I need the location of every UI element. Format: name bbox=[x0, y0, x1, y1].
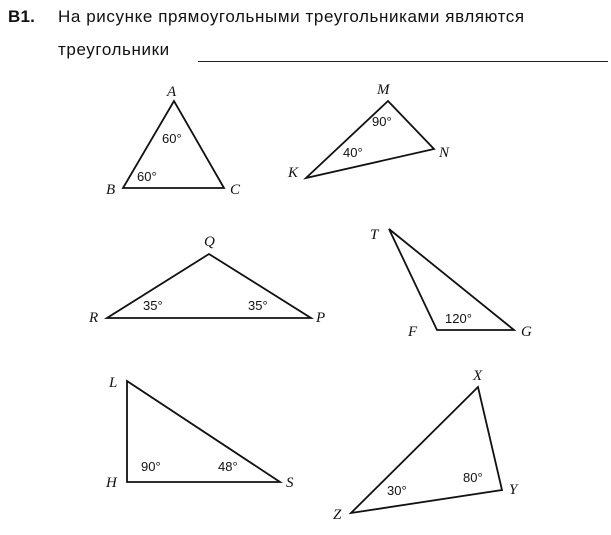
triangle-xzy bbox=[333, 368, 519, 523]
triangle-mnk bbox=[287, 82, 450, 181]
vertex-label-m: M bbox=[377, 82, 390, 98]
angle-label-s: 48° bbox=[218, 459, 238, 474]
vertex-label-s: S bbox=[286, 475, 294, 491]
vertex-label-c: C bbox=[230, 182, 241, 198]
angle-label-h: 90° bbox=[141, 459, 161, 474]
angle-label-f: 120° bbox=[445, 311, 472, 326]
triangle-abc bbox=[106, 84, 241, 198]
angle-label-y: 80° bbox=[463, 470, 483, 485]
triangle-tfg bbox=[370, 227, 532, 340]
task-question-line2: треугольники bbox=[58, 40, 170, 59]
vertex-label-g: G bbox=[521, 324, 532, 340]
triangle-xzy-shape bbox=[351, 387, 502, 513]
task-number: B1. bbox=[8, 7, 36, 26]
vertex-label-q: Q bbox=[204, 234, 215, 250]
task-question-line1: На рисунке прямоугольными треугольниками являются bbox=[58, 7, 525, 26]
vertex-label-a: A bbox=[167, 84, 177, 100]
vertex-label-k: K bbox=[288, 165, 299, 181]
vertex-label-h: H bbox=[106, 475, 117, 491]
vertex-label-y: Y bbox=[509, 482, 518, 498]
vertex-label-t: T bbox=[370, 227, 379, 243]
vertex-label-l: L bbox=[109, 375, 118, 391]
angle-label-b: 60° bbox=[137, 169, 157, 184]
triangle-mnk-shape bbox=[306, 101, 434, 178]
angle-label-r: 35° bbox=[143, 298, 163, 313]
vertex-label-x: X bbox=[473, 368, 483, 384]
angle-label-z: 30° bbox=[387, 483, 407, 498]
angle-label-k: 40° bbox=[343, 145, 363, 160]
triangle-qrp-shape bbox=[107, 254, 311, 318]
vertex-label-r: R bbox=[89, 310, 99, 326]
angle-label-m: 90° bbox=[372, 114, 392, 129]
vertex-label-b: B bbox=[106, 182, 116, 198]
triangle-qrp bbox=[88, 234, 325, 326]
vertex-label-f: F bbox=[408, 324, 418, 340]
angle-label-p: 35° bbox=[248, 298, 268, 313]
angle-label-a: 60° bbox=[162, 131, 182, 146]
vertex-label-n: N bbox=[439, 145, 450, 161]
vertex-label-p: P bbox=[316, 310, 326, 326]
vertex-label-z: Z bbox=[333, 507, 342, 523]
triangle-lhs bbox=[105, 375, 294, 491]
